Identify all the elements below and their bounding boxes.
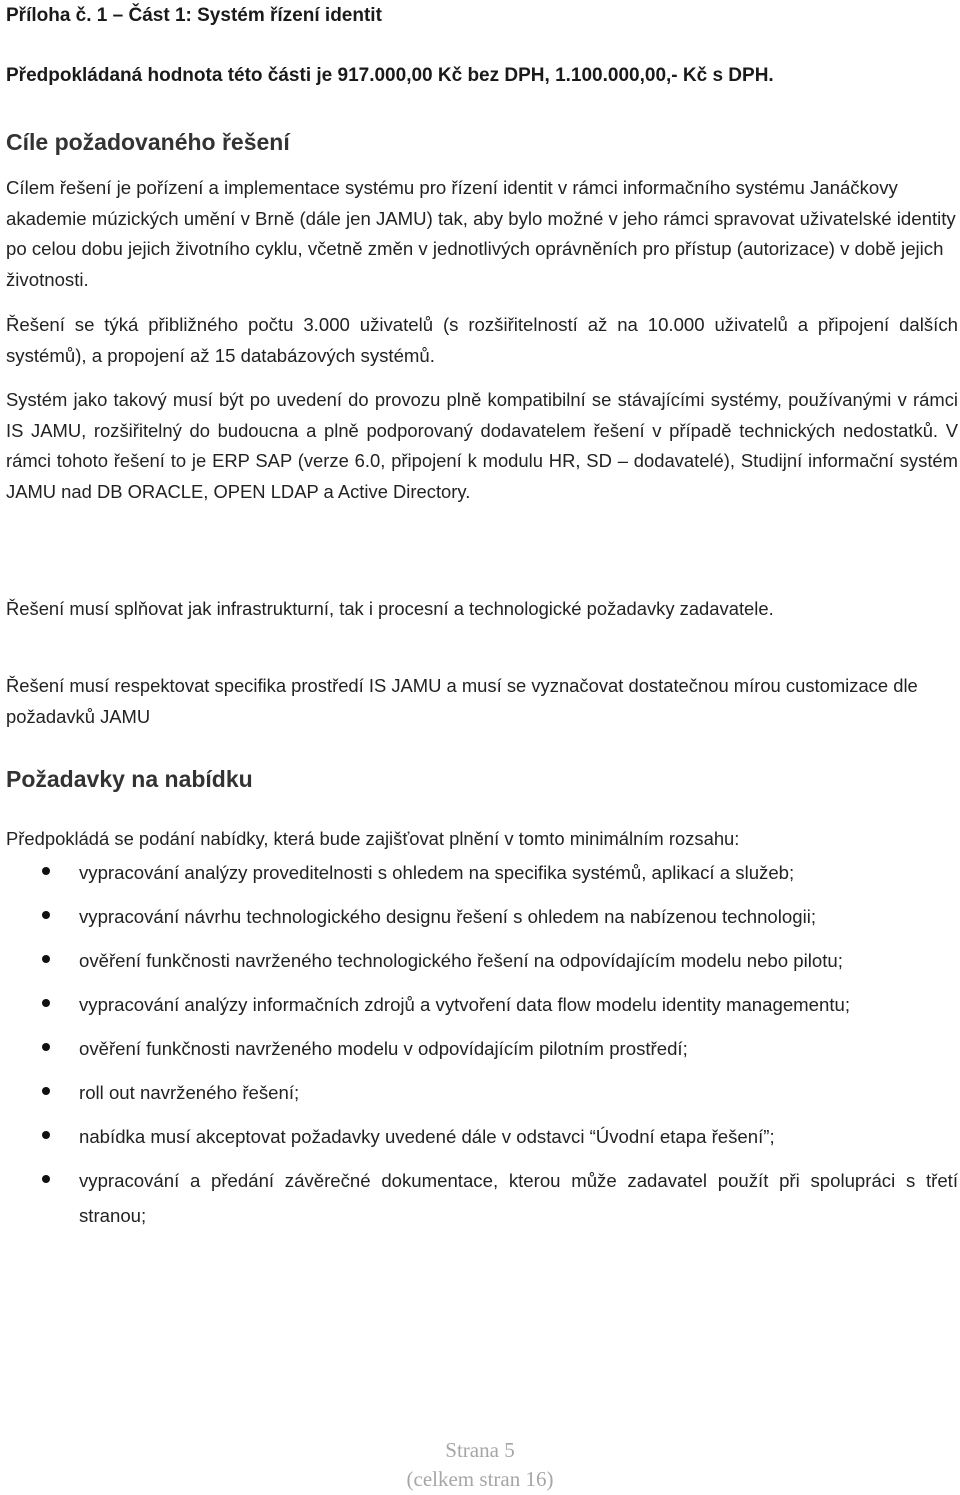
list-item [6, 899, 958, 934]
requirements-intro: Předpokládá se podání nabídky, která bude zajišťovat plnění v tomto minimálním rozsahu: [6, 828, 740, 849]
bullet-icon [42, 911, 50, 919]
requirements-heading: Požadavky na nabídku [6, 766, 253, 792]
list-item [6, 1119, 958, 1154]
list-item-text: vypracování a předání závěrečné dokumentace, kterou může zadavatel použít při spolupráci s třetí stranou; [79, 1170, 958, 1226]
list-item [6, 943, 958, 978]
estimated-value: Předpokládaná hodnota této části je 917.000,00 Kč bez DPH, 1.100.000,00,- Kč s DPH. [6, 65, 774, 86]
page-footer [0, 1436, 960, 1494]
bullet-icon [42, 955, 50, 963]
page-number: Strana 5 [445, 1438, 515, 1462]
goals-paragraph-2: Řešení se týká přibližného počtu 3.000 uživatelů (s rozšiřitelností až na 10.000 uživatelů a připojení dalších systémů), a propojení až 15 databázových systémů. [6, 314, 958, 366]
list-item-text: vypracování analýzy informačních zdrojů a vytvoření data flow modelu identity managementu; [79, 994, 851, 1015]
list-item-text: ověření funkčnosti navrženého modelu v odpovídajícím pilotním prostředí; [79, 1038, 688, 1059]
goals-heading: Cíle požadovaného řešení [6, 129, 290, 155]
list-item-text: ověření funkčnosti navrženého technologického řešení na odpovídajícím modelu nebo pilotu; [79, 950, 843, 971]
requirements-list [6, 855, 958, 1233]
bullet-icon [42, 999, 50, 1007]
bullet-icon [42, 1087, 50, 1095]
bullet-icon [42, 1175, 50, 1183]
attachment-title: Příloha č. 1 – Část 1: Systém řízení identit [6, 5, 382, 26]
list-item [6, 855, 958, 890]
list-item-text: vypracování analýzy proveditelnosti s ohledem na specifika systémů, aplikací a služeb; [79, 862, 795, 883]
list-item-text: vypracování návrhu technologického designu řešení s ohledem na nabízenou technologii; [79, 906, 817, 927]
goals-paragraph-4: Řešení musí splňovat jak infrastrukturní, tak i procesní a technologické požadavky zadavatele. [6, 598, 774, 619]
list-item [6, 987, 958, 1022]
list-item [6, 1075, 958, 1110]
goals-paragraph-5: Řešení musí respektovat specifika prostředí IS JAMU a musí se vyznačovat dostatečnou mírou customizace dle požadavků JAMU [6, 675, 918, 727]
list-item-text: nabídka musí akceptovat požadavky uvedené dále v odstavci “Úvodní etapa řešení”; [79, 1126, 775, 1147]
list-item [6, 1163, 958, 1233]
page-total: (celkem stran 16) [406, 1467, 554, 1491]
goals-paragraph-1: Cílem řešení je pořízení a implementace systému pro řízení identit v rámci informačního systému Janáčkovy akademie múzických umění v Brně (dále jen JAMU) tak, aby bylo možné v jeho rámci spravovat uživatelské identity po celou dobu jejich životního cyklu, včetně změn v jednotlivých oprávněních pro přístup (autorizace) v době jejich životnosti. [6, 177, 956, 290]
bullet-icon [42, 867, 50, 875]
bullet-icon [42, 1131, 50, 1139]
list-item-text: roll out navrženého řešení; [79, 1082, 300, 1103]
bullet-icon [42, 1043, 50, 1051]
goals-paragraph-3: Systém jako takový musí být po uvedení do provozu plně kompatibilní se stávajícími systémy, používanými v rámci IS JAMU, rozšiřitelný do budoucna a plně podporovaný dodavatelem řešení v případě technických nedostatků. V rámci tohoto řešení to je ERP SAP (verze 6.0, připojení k modulu HR, SD – dodavatelé), Studijní informační systém JAMU nad DB ORACLE, OPEN LDAP a Active Directory. [6, 389, 958, 502]
list-item [6, 1031, 958, 1066]
